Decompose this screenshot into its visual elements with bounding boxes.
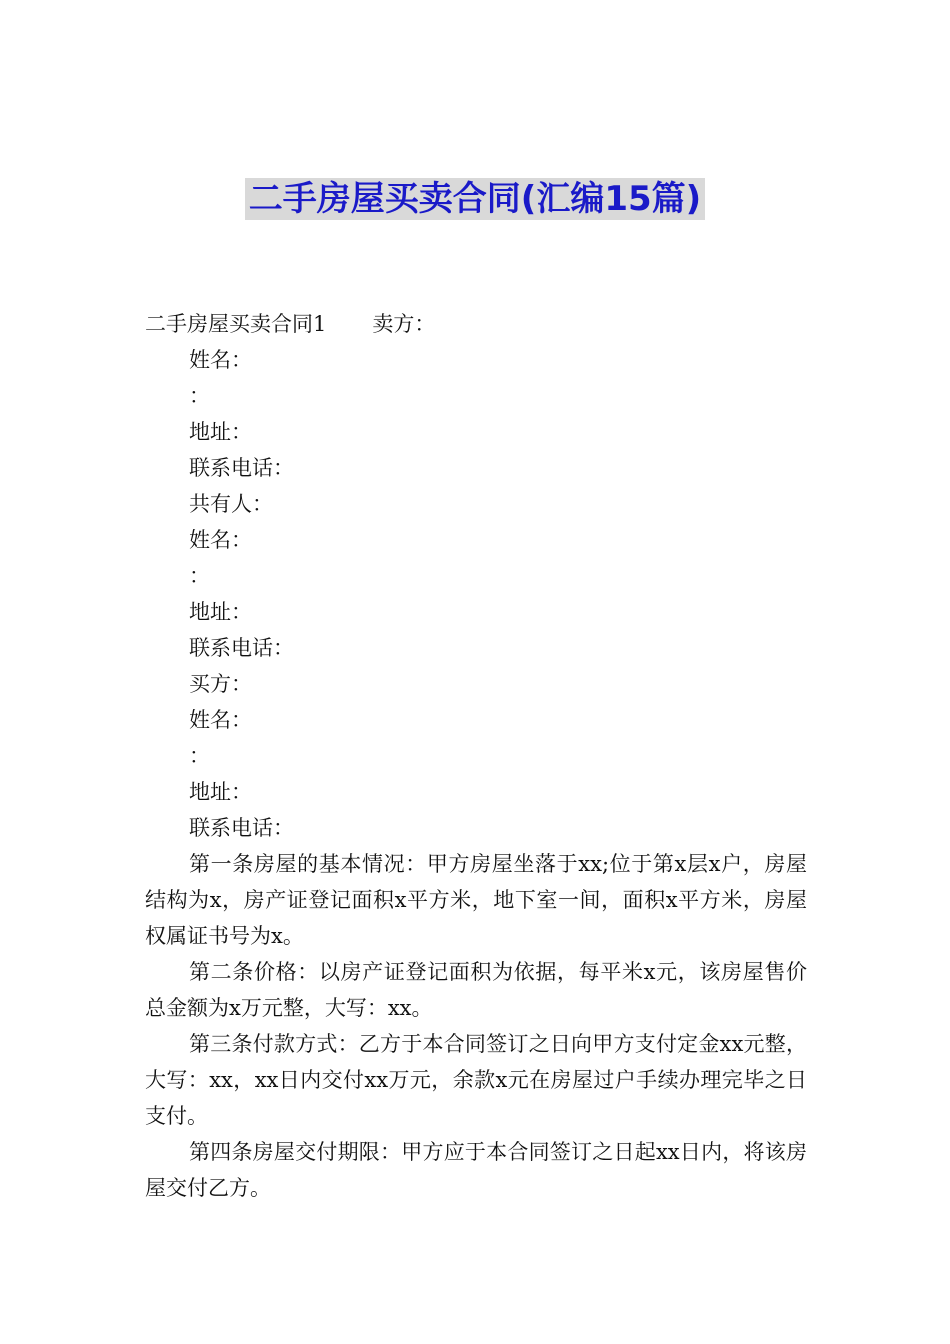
clause-paragraph: 第三条付款方式：乙方于本合同签订之日向甲方支付定金xx元整，大写：xx，xx日内交付xx万元，余款x元在房屋过户手续办理完毕之日支付。 [145, 1032, 807, 1128]
field-line: 买方： [189, 672, 252, 696]
field-line: 姓名： [189, 348, 252, 372]
field-line: ： [189, 384, 210, 408]
field-line: 地址： [189, 420, 252, 444]
contract-heading: 二手房屋买卖合同1 [145, 312, 327, 336]
field-line: ： [189, 744, 210, 768]
field-line: 共有人： [189, 492, 273, 516]
field-line: ： [189, 564, 210, 588]
field-line: 联系电话： [189, 636, 294, 660]
contract-heading-line [145, 306, 807, 342]
field-line: 地址： [189, 780, 252, 804]
clause-paragraph: 第一条房屋的基本情况：甲方房屋坐落于xx;位于第x层x户，房屋结构为x，房产证登记面积x平方米，地下室一间，面积x平方米，房屋权属证书号为x。 [145, 852, 807, 948]
document-title: 二手房屋买卖合同(汇编15篇) [245, 178, 705, 220]
clause-paragraph: 第四条房屋交付期限：甲方应于本合同签订之日起xx日内，将该房屋交付乙方。 [145, 1140, 807, 1200]
field-line: 联系电话： [189, 456, 294, 480]
title-container [0, 178, 950, 220]
field-line: 联系电话： [189, 816, 294, 840]
clause-paragraph: 第二条价格：以房产证登记面积为依据，每平米x元，该房屋售价总金额为x万元整，大写：xx。 [145, 960, 807, 1020]
field-line: 姓名： [189, 708, 252, 732]
seller-label: 卖方： [372, 312, 436, 336]
contract-body [145, 306, 807, 1206]
field-line: 姓名： [189, 528, 252, 552]
field-line: 地址： [189, 600, 252, 624]
